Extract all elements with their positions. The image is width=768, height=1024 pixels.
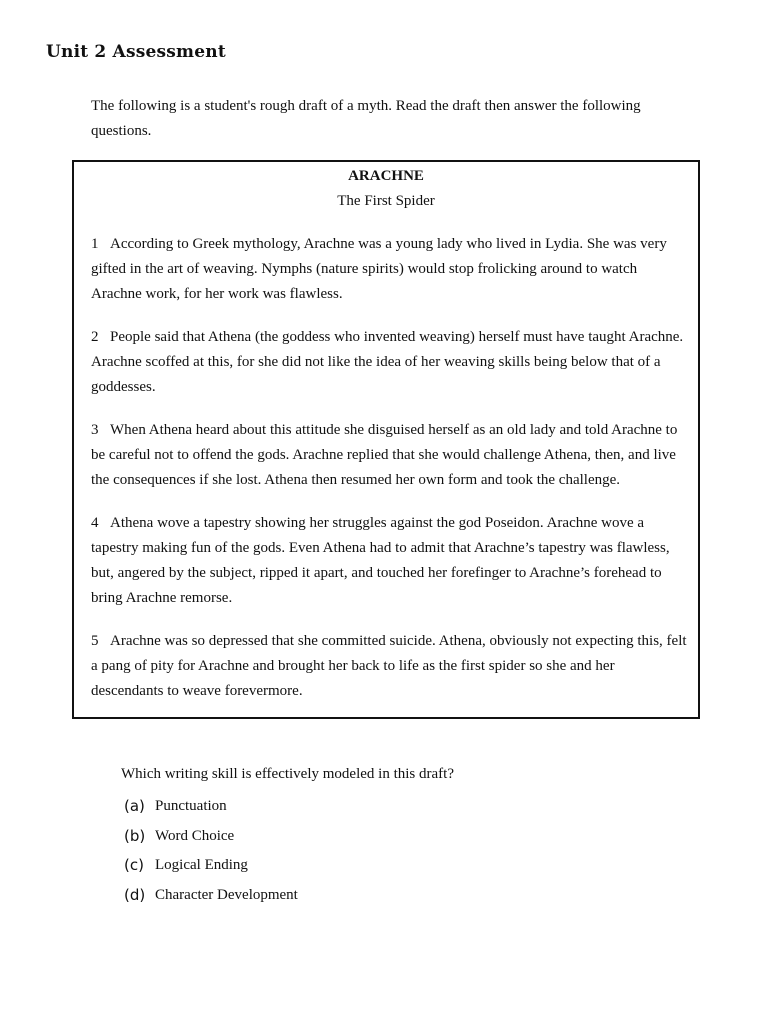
paragraph-text: According to Greek mythology, Arachne was a young lady who lived in Lydia. She was very gifted in the art of weaving. Nymphs (nature spirits) would stop frolicking around to watch Arachne work, for her work was flawless. [91,236,667,302]
choice-letter: (b) [124,826,146,845]
choice-letter: (d) [124,886,146,905]
choice-label: Character Development [155,887,298,904]
choice-b[interactable] [124,826,298,856]
choice-label: Word Choice [155,827,235,844]
passage-paragraph-5 [91,629,689,704]
paragraph-number: 2 [91,329,99,345]
passage-paragraph-1 [91,232,689,307]
page-heading: Unit 2 Assessment [46,42,226,62]
paragraph-text: When Athena heard about this attitude she disguised herself as an old lady and told Arachne to be careful not to offend the gods. Arachne replied that she would challenge Athena, then, and live the consequences if she lost. Athena then resumed her own form and took the challenge. [91,422,678,488]
paragraph-number: 4 [91,515,99,531]
passage-paragraph-3 [91,418,689,493]
passage-paragraph-4 [91,511,689,611]
choice-c[interactable] [124,855,298,885]
choice-letter: (a) [124,797,145,815]
passage-title: ARACHNE [348,168,424,184]
choice-d[interactable] [124,885,298,915]
paragraph-number: 3 [91,422,99,438]
choice-label: Logical Ending [155,857,248,874]
passage-paragraph-2 [91,325,689,400]
paragraph-text: Arachne was so depressed that she committed suicide. Athena, obviously not expecting this, felt a pang of pity for Arachne and brought her back to life as the first spider so she and her descendants to weave forevermore. [91,633,687,699]
choice-letter: (c) [124,856,144,875]
passage-box [72,160,700,719]
paragraph-number: 5 [91,633,99,649]
passage-subtitle: The First Spider [337,193,435,209]
paragraph-text: Athena wove a tapestry showing her struggles against the god Poseidon. Arachne wove a tapestry making fun of the gods. Even Athena had to admit that Arachne’s tapestry was flawless, but, angered by the subject, ripped it apart, and touched her forefinger to Arachne’s forehead to bring Arachne remorse. [91,515,670,606]
paragraph-number: 1 [91,236,99,252]
choice-a[interactable] [124,796,298,826]
choice-label: Punctuation [155,798,227,814]
intro-text: The following is a student's rough draft of a myth. Read the draft then answer the following questions. [91,98,641,139]
answer-choices [124,796,298,915]
question-prompt: Which writing skill is effectively modeled in this draft? [121,766,454,782]
paragraph-text: People said that Athena (the goddess who invented weaving) herself must have taught Arachne. Arachne scoffed at this, for she did not like the idea of her weaving skills being below that of a goddesses. [91,329,684,395]
